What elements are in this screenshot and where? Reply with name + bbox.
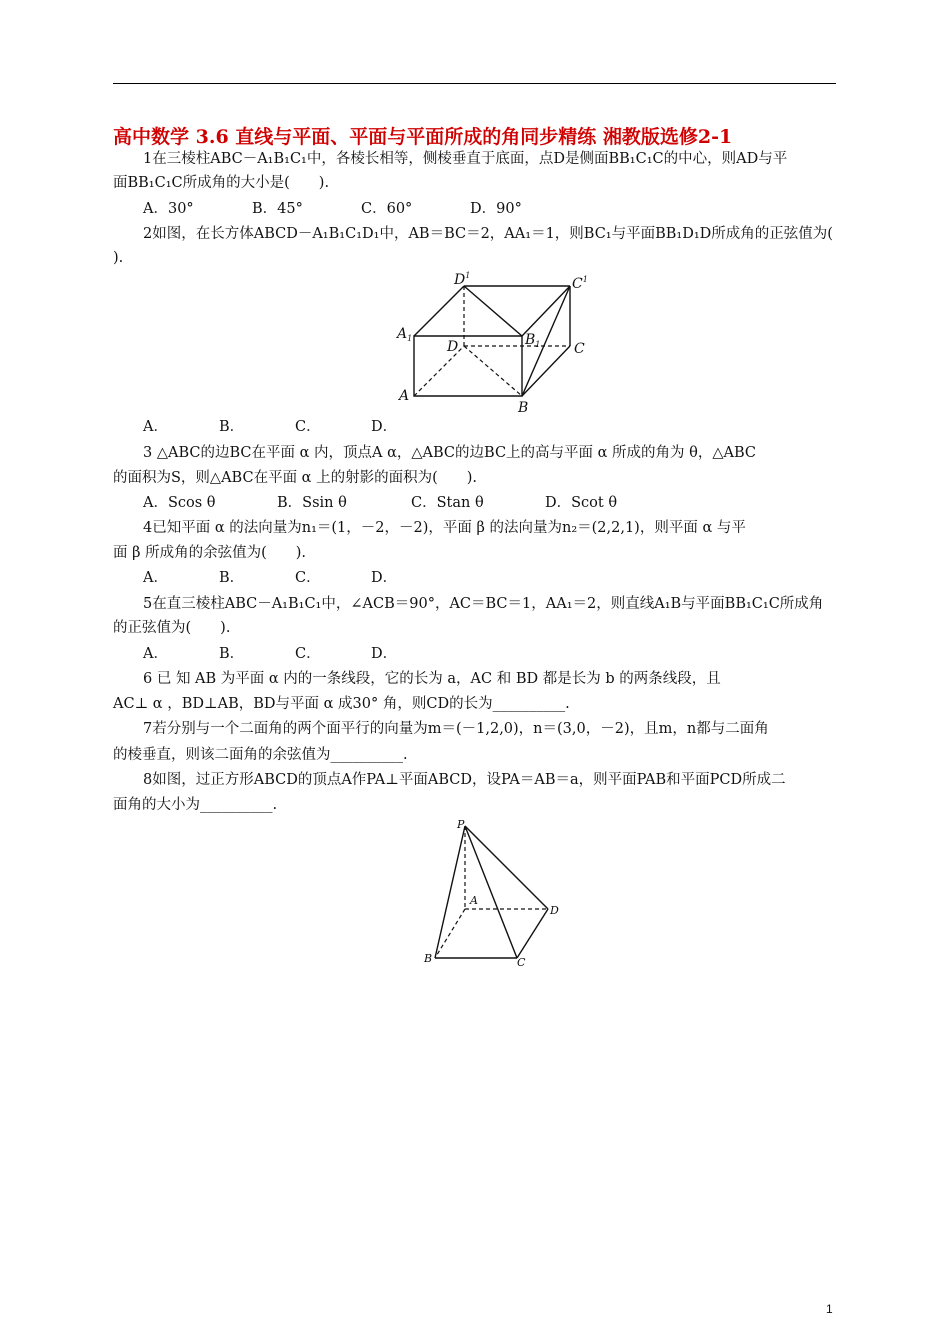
label-c: C — [517, 956, 526, 969]
q2-line2: ). — [113, 250, 124, 266]
q1-option-b: B．45° — [252, 201, 303, 217]
edge-cd — [517, 909, 548, 958]
q3-option-d: D．Scot θ — [545, 495, 618, 511]
q2-option-c: C． — [295, 419, 321, 435]
label-b1: $B_1$ — [525, 332, 541, 349]
q5-options — [143, 643, 397, 665]
q5-line1: 5在直三棱柱ABC－A₁B₁C₁中，∠ACB＝90°，AC＝BC＝1，AA₁＝2，则直线A₁B与平面BB₁C₁C所成角 — [143, 596, 824, 612]
q4-option-d: D． — [371, 570, 398, 586]
q1-option-c: C．60° — [361, 201, 413, 217]
edge-pb — [435, 826, 465, 958]
edge-ab-hidden — [435, 909, 465, 958]
q4-options — [143, 567, 397, 589]
q5-option-d: D． — [371, 646, 398, 662]
label-a1: $A_1$ — [397, 326, 413, 343]
q8-line2: 面角的大小为__________. — [113, 797, 278, 813]
q2-line1: 2如图，在长方体ABCD－A₁B₁C₁D₁中，AB＝BC＝2，AA₁＝1，则BC₁与平面BB₁D₁D所成角的正弦值为( — [143, 226, 833, 242]
edge-pc — [465, 826, 517, 958]
q4-option-a: A． — [143, 570, 168, 586]
q5-option-b: B． — [219, 646, 245, 662]
cuboid-figure — [392, 268, 592, 416]
label-d: D — [550, 904, 559, 917]
q1-option-a: A．30° — [143, 201, 194, 217]
edge-a1d1 — [414, 286, 464, 336]
label-c: C — [574, 341, 585, 357]
q4-line2: 面 β 所成角的余弦值为( ). — [113, 545, 307, 561]
q3-options — [143, 492, 617, 514]
q1-line1: 1在三棱柱ABC－A₁B₁C₁中，各棱长相等，侧棱垂直于底面，点D是侧面BB₁C₁C的中心，则AD与平 — [143, 151, 788, 167]
q1-line2: 面BB₁C₁C所成角的大小是( ). — [113, 175, 330, 191]
q3-line1: 3 △ABC的边BC在平面 α 内，顶点A α，△ABC的边BC上的高与平面 α 所成的角为 θ，△ABC — [143, 445, 757, 461]
label-c1: $C^1$ — [572, 275, 588, 292]
label-d: D — [447, 339, 459, 355]
edge-b1c1 — [522, 286, 570, 336]
q7-line2: 的棱垂直，则该二面角的余弦值为__________. — [113, 747, 408, 763]
edge-d1b1 — [464, 286, 522, 336]
q2-options — [143, 416, 397, 438]
q5-option-a: A． — [143, 646, 168, 662]
q6-line1: 6 已 知 AB 为平面 α 内的一条线段，它的长为 a，AC 和 BD 都是长为 b 的两条线段，且 — [143, 671, 721, 687]
q1-option-d: D．90° — [470, 201, 522, 217]
label-a: A — [399, 388, 410, 404]
q2-option-d: D． — [371, 419, 398, 435]
page-number: 1 — [826, 1302, 833, 1316]
q2-option-a: A． — [143, 419, 168, 435]
q3-option-b: B．Ssin θ — [277, 495, 347, 511]
q2-option-b: B． — [219, 419, 245, 435]
q3-line2: 的面积为S，则△ABC在平面 α 上的射影的面积为( ). — [113, 470, 478, 486]
label-d1: $D^1$ — [454, 271, 471, 288]
pyramid-figure — [420, 816, 570, 970]
edge-db-hidden — [464, 346, 522, 396]
label-b: B — [424, 952, 433, 965]
q8-line1: 8如图，过正方形ABCD的顶点A作PA⊥平面ABCD，设PA＝AB＝a，则平面PAB和平面PCD所成二 — [143, 772, 786, 788]
page-title: 高中数学 3.6 直线与平面、平面与平面所成的角同步精练 湘教版选修2-1 — [113, 126, 733, 148]
q3-option-c: C．Stan θ — [411, 495, 484, 511]
header-rule — [113, 83, 836, 84]
q4-option-b: B． — [219, 570, 245, 586]
label-b: B — [518, 400, 529, 416]
q5-line2: 的正弦值为( ). — [113, 620, 231, 636]
q5-option-c: C． — [295, 646, 321, 662]
label-a: A — [470, 894, 478, 907]
q4-option-c: C． — [295, 570, 321, 586]
q7-line1: 7若分别与一个二面角的两个面平行的向量为m＝(－1,2,0)，n＝(3,0，－2)，且m，n都与二面角 — [143, 721, 769, 737]
q4-line1: 4已知平面 α 的法向量为n₁＝(1，－2，－2)，平面 β 的法向量为n₂＝(2,2,1)，则平面 α 与平 — [143, 520, 746, 536]
q3-option-a: A．Scos θ — [143, 495, 216, 511]
edge-bc — [522, 346, 570, 396]
q1-options — [143, 198, 522, 220]
cuboid-front-face — [414, 336, 522, 396]
label-p: P — [457, 818, 465, 831]
q6-line2: AC⊥ α ，BD⊥AB，BD与平面 α 成30° 角，则CD的长为__________. — [113, 696, 570, 712]
